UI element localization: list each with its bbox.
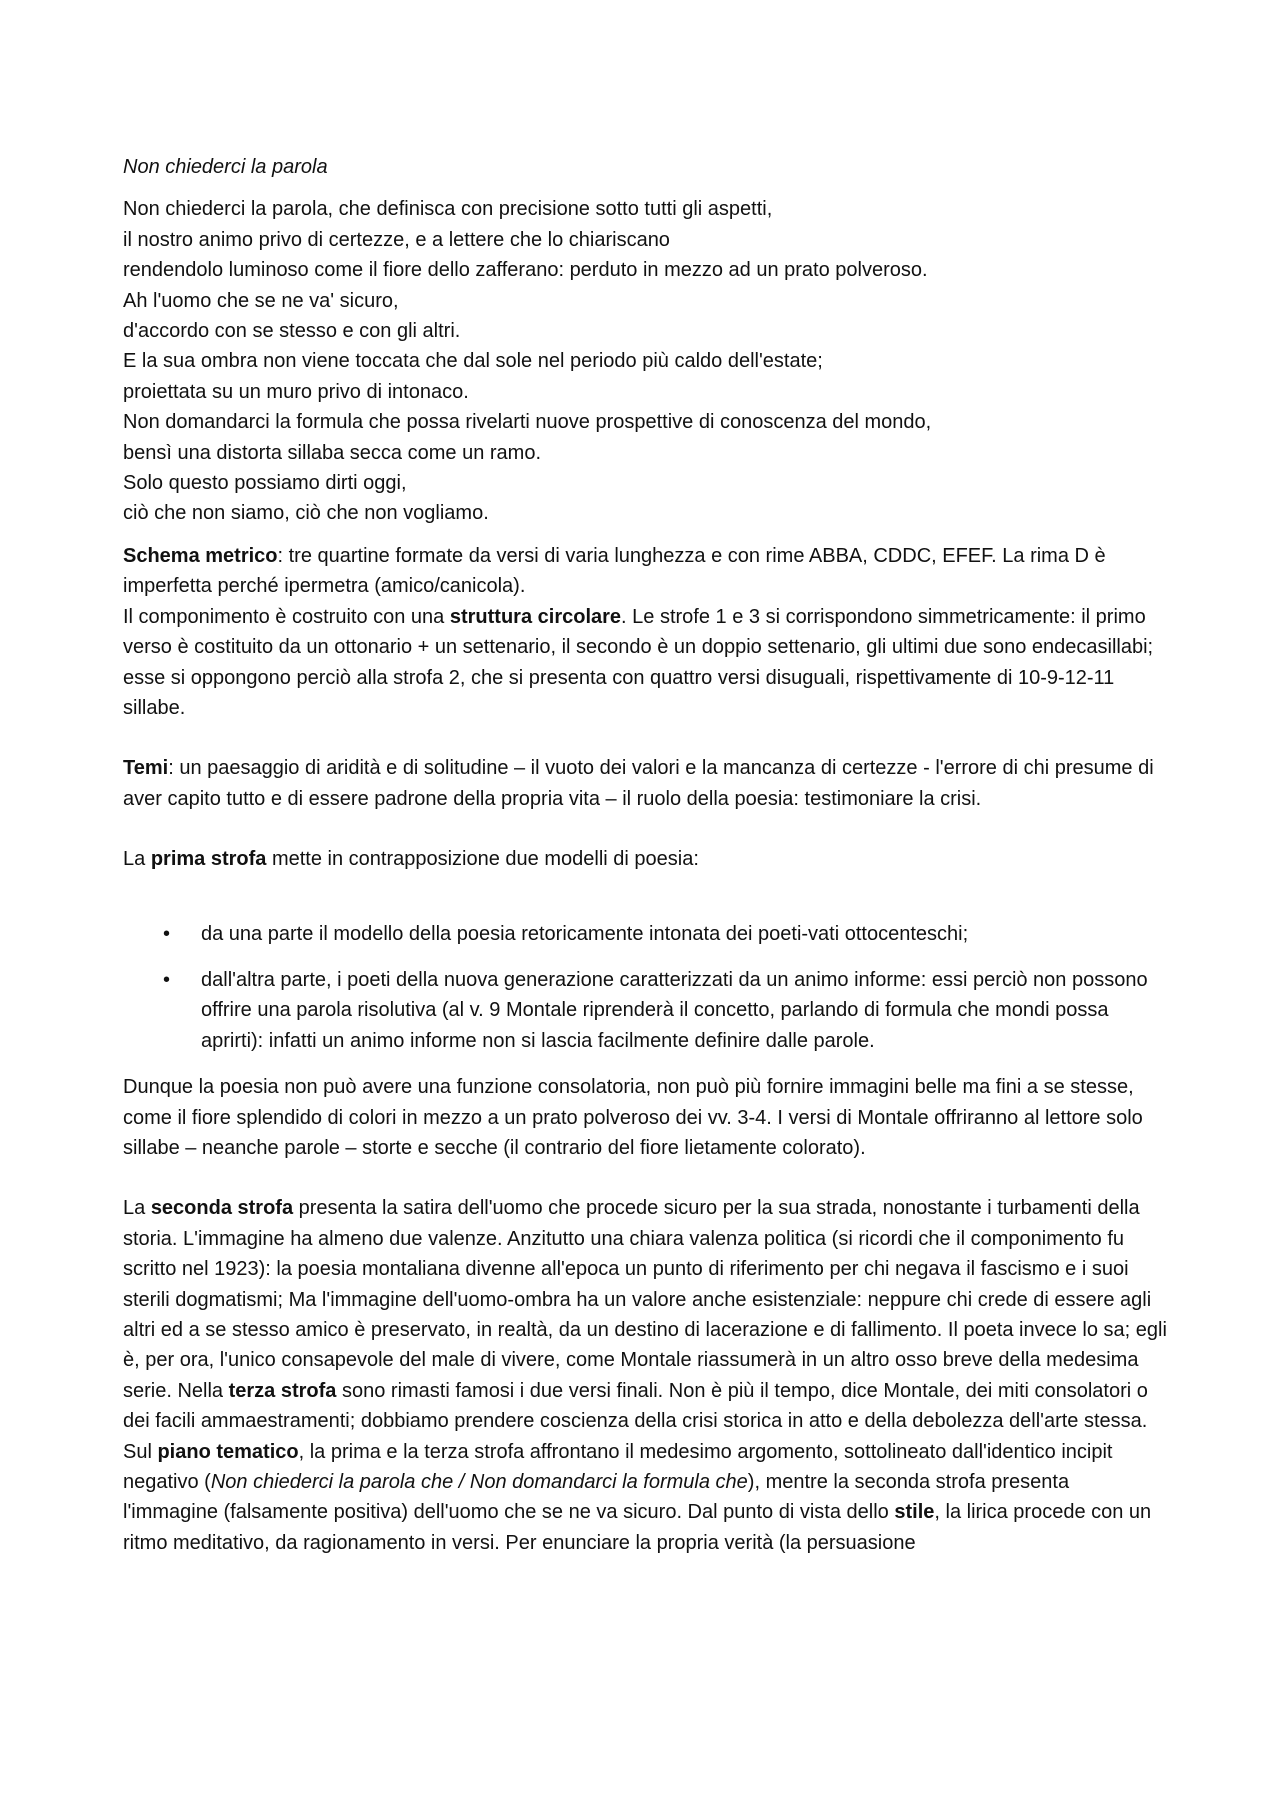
seconda-strofa-label: seconda strofa — [150, 1197, 294, 1220]
poem-line: d'accordo con se stesso e con gli altri. — [123, 320, 461, 343]
struttura-label: struttura circolare — [449, 605, 622, 628]
struttura-paragraph — [123, 602, 1168, 724]
bullet-icon: • — [163, 922, 171, 945]
poem-title: Non chiederci la parola — [123, 156, 328, 178]
list-item — [123, 965, 1168, 1056]
poem-line: Solo questo possiamo dirti oggi, — [123, 472, 407, 495]
stile-label: stile — [894, 1501, 935, 1524]
poem-line: rendendolo luminoso come il fiore dello zafferano: perduto in mezzo ad un prato polveroso. — [123, 259, 928, 282]
poem-line: Ah l'uomo che se ne va' sicuro, — [123, 289, 399, 312]
prima-strofa-label: prima strofa — [150, 848, 267, 871]
seconda-t6: , la lirica procede con un ritmo meditativo, da ragionamento in versi. Per enunciare la propria verità (la persuasione — [123, 1501, 1152, 1554]
schema-label: Schema metrico — [123, 544, 278, 567]
poem-line: proiettata su un muro privo di intonaco. — [123, 380, 469, 403]
prima-strofa-paragraph — [123, 844, 1168, 874]
seconda-strofa-paragraph — [123, 1193, 1168, 1558]
poem-line: Non chiederci la parola, che definisca con precisione sotto tutti gli aspetti, — [123, 198, 773, 221]
poem-line: bensì una distorta sillaba secca come un ramo. — [123, 441, 541, 464]
schema-metrico-paragraph — [123, 541, 1168, 602]
piano-tematico-label: piano tematico — [157, 1440, 299, 1463]
seconda-t5: ), mentre la seconda strofa presenta l'immagine (falsamente positiva) dell'uomo che se ne va sicuro. Dal punto di vista dello — [123, 1471, 1070, 1524]
temi-text: : un paesaggio di aridità e di solitudine – il vuoto dei valori e la mancanza di certezze - l'errore di chi presume di aver capito tutto e di essere padrone della propria vita – il ruolo della poesia: testimoniare la crisi. — [123, 757, 1154, 810]
struttura-text-start: Il componimento è costruito con una — [123, 605, 450, 628]
list-item-text: da una parte il modello della poesia retoricamente intonata dei poeti-vati ottocenteschi; — [201, 922, 969, 945]
schema-text: : tre quartine formate da versi di varia lunghezza e con rime ABBA, CDDC, EFEF. La rima D è imperfetta perché ipermetra (amico/canicola). — [123, 544, 1106, 598]
prima-post: mette in contrapposizione due modelli di poesia: — [266, 848, 699, 871]
dunque-paragraph: Dunque la poesia non può avere una funzione consolatoria, non può più fornire immagini belle ma fini a se stesse, come il fiore splendido di colori in mezzo a un prato polveroso dei vv. 3-4. I versi di Montale offriranno al lettore solo sillabe – neanche parole – storte e secche (il contrario del fiore lietamente colorato). — [123, 1076, 1143, 1159]
poem-line: Non domandarci la formula che possa rivelarti nuove prospettive di conoscenza del mondo, — [123, 411, 932, 434]
seconda-t1: La — [123, 1197, 151, 1220]
poem-line: il nostro animo privo di certezze, e a lettere che lo chiariscano — [123, 228, 670, 251]
poem-line: ciò che non siamo, ciò che non vogliamo. — [123, 502, 489, 525]
temi-paragraph — [123, 753, 1168, 814]
list-item-text: dall'altra parte, i poeti della nuova generazione caratterizzati da un animo informe: essi perciò non possono offrire una parola risolutiva (al v. 9 Montale riprenderà il concetto, parlando di formula che mondi possa aprirti): infatti un animo informe non si lascia facilmente definire dalle parole. — [201, 968, 1148, 1052]
list-item — [123, 919, 1168, 949]
prima-pre: La — [123, 848, 151, 871]
temi-label: Temi — [123, 757, 169, 780]
seconda-t3: sono rimasti famosi i due versi finali. Non è più il tempo, dice Montale, dei miti consolatori o dei facili ammaestramenti; dobbiamo prendere coscienza della crisi storica in atto e della debolezza dell'arte stessa. Sul — [123, 1379, 1148, 1463]
poem-line: E la sua ombra non viene toccata che dal sole nel periodo più caldo dell'estate; — [123, 350, 823, 373]
terza-strofa-label: terza strofa — [228, 1379, 337, 1402]
document-page — [123, 152, 1168, 1558]
bullet-list — [123, 919, 1168, 1057]
seconda-t2: presenta la satira dell'uomo che procede sicuro per la sua strada, nonostante i turbamenti della storia. L'immagine ha almeno due valenze. Anzitutto una chiara valenza politica (si ricordi che il componimento fu scritto nel 1923): la poesia montaliana divenne all'epoca un punto di riferimento per chi negava il fascismo e i suoi sterili dogmatismi; Ma l'immagine dell'uomo-ombra ha un valore anche esistenziale: neppure chi crede di essere agli altri ed a se stesso amico è preservato, in realtà, da un destino di lacerazione e di fallimento. Il poeta invece lo sa; egli è, per ora, l'unico consapevole del male di vivere, come Montale riassumerà in un altro osso breve della medesima serie. Nella — [123, 1197, 1167, 1402]
seconda-t4: , la prima e la terza strofa affrontano il medesimo argomento, sottolineato dall'identico incipit negativo ( — [123, 1440, 1113, 1494]
bullet-icon: • — [163, 968, 171, 991]
struttura-text-end: . Le strofe 1 e 3 si corrispondono simmetricamente: il primo verso è costituito da un ottonario + un settenario, il secondo è un doppio settenario, gli ultimi due sono endecasillabi; esse si oppongono perciò alla strofa 2, che si presenta con quattro versi disuguali, rispettivamente di 10-9-12-11 sillabe. — [123, 605, 1154, 719]
incipit-quote: Non chiederci la parola che / Non domandarci la formula che — [210, 1471, 748, 1494]
poem-text — [123, 194, 1168, 528]
